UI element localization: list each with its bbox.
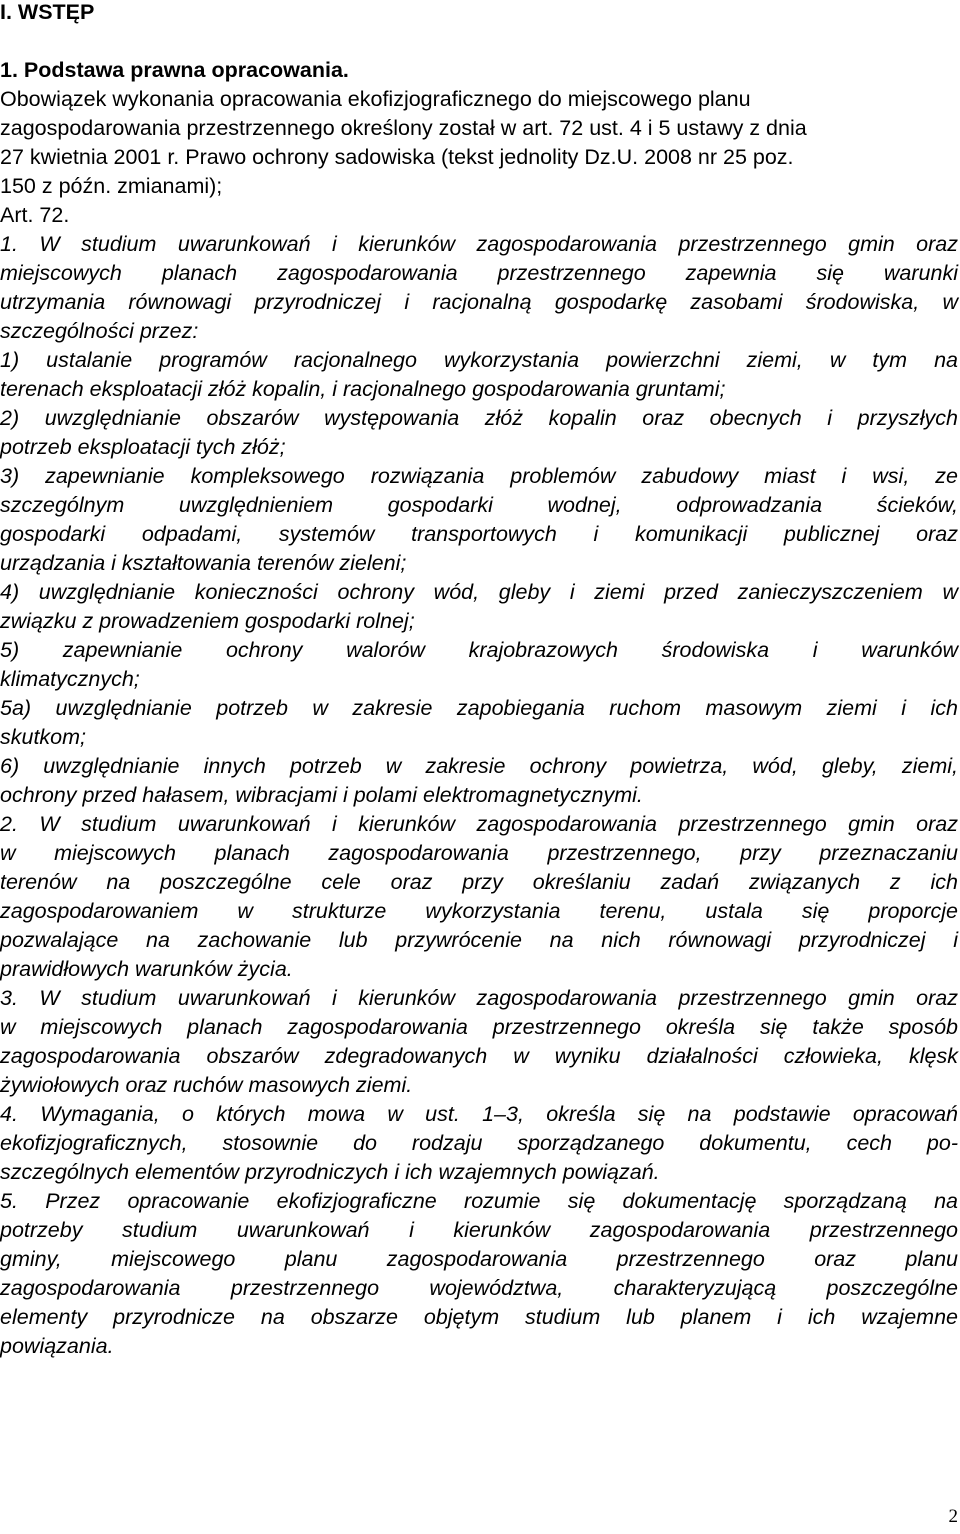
- article-line: 1. W studium uwarunkowań i kierunków zagospodarowania przestrzennego gmin oraz: [0, 232, 958, 256]
- article-line: elementy przyrodnicze na obszarze objętym studium lub planem i ich wzajemne: [0, 1305, 958, 1329]
- article-line: zagospodarowania obszarów zdegradowanych w wyniku działalności człowieka, klęsk: [0, 1044, 958, 1068]
- article-line: 4. Wymagania, o których mowa w ust. 1–3, określa się na podstawie opracowań: [0, 1102, 958, 1126]
- article-line: 5) zapewnianie ochrony walorów krajobrazowych środowiska i warunków: [0, 638, 958, 662]
- article-line: żywiołowych oraz ruchów masowych ziemi.: [0, 1073, 413, 1097]
- article-line: 1) ustalanie programów racjonalnego wykorzystania powierzchni ziemi, w tym na: [0, 348, 958, 372]
- article-line: 3. W studium uwarunkowań i kierunków zagospodarowania przestrzennego gmin oraz: [0, 986, 958, 1010]
- article-line: 4) uwzględnianie konieczności ochrony wód, gleby i ziemi przed zanieczyszczeniem w: [0, 580, 958, 604]
- article-line: 5. Przez opracowanie ekofizjograficzne rozumie się dokumentację sporządzaną na: [0, 1189, 958, 1213]
- article-line: związku z prowadzeniem gospodarki rolnej;: [0, 609, 415, 633]
- article-line: skutkom;: [0, 725, 87, 749]
- article-line: gminy, miejscowego planu zagospodarowania przestrzennego oraz planu: [0, 1247, 958, 1271]
- article-line: potrzeb eksploatacji tych złóż;: [0, 435, 286, 459]
- article-label: Art. 72.: [0, 203, 70, 227]
- article-line: 2. W studium uwarunkowań i kierunków zagospodarowania przestrzennego gmin oraz: [0, 812, 958, 836]
- article-line: 5a) uwzględnianie potrzeb w zakresie zapobiegania ruchom masowym ziemi i ich: [0, 696, 958, 720]
- article-line: 6) uwzględnianie innych potrzeb w zakresie ochrony powietrza, wód, gleby, ziemi,: [0, 754, 958, 778]
- article-line: 3) zapewnianie kompleksowego rozwiązania problemów zabudowy miast i wsi, ze: [0, 464, 958, 488]
- article-line: potrzeby studium uwarunkowań i kierunków zagospodarowania przestrzennego: [0, 1218, 958, 1242]
- intro-line: Obowiązek wykonania opracowania ekofizjograficznego do miejscowego planu: [0, 87, 751, 111]
- article-line: 2) uwzględnianie obszarów występowania złóż kopalin oraz obecnych i przyszłych: [0, 406, 958, 430]
- article-line: terenach eksploatacji złóż kopalin, i racjonalnego gospodarowania gruntami;: [0, 377, 726, 401]
- article-line: ekofizjograficznych, stosownie do rodzaju sporządzanego dokumentu, cech po-: [0, 1131, 958, 1155]
- intro-line: 150 z późn. zmianami);: [0, 174, 223, 198]
- article-line: gospodarki odpadami, systemów transportowych i komunikacji publicznej oraz: [0, 522, 958, 546]
- article-line: w miejscowych planach zagospodarowania przestrzennego określa się także sposób: [0, 1015, 958, 1039]
- article-line: klimatycznych;: [0, 667, 140, 691]
- article-line: zagospodarowania przestrzennego województwa, charakteryzującą poszczególne: [0, 1276, 958, 1300]
- article-line: ochrony przed hałasem, wibracjami i polami elektromagnetycznymi.: [0, 783, 643, 807]
- article-line: szczególnych elementów przyrodniczych i ich wzajemnych powiązań.: [0, 1160, 660, 1184]
- article-line: urządzania i kształtowania terenów zieleni;: [0, 551, 407, 575]
- subsection-heading: 1. Podstawa prawna opracowania.: [0, 58, 349, 82]
- intro-line: 27 kwietnia 2001 r. Prawo ochrony sadowiska (tekst jednolity Dz.U. 2008 nr 25 poz.: [0, 145, 794, 169]
- article-line: powiązania.: [0, 1334, 114, 1358]
- article-line: szczególności przez:: [0, 319, 199, 343]
- article-line: miejscowych planach zagospodarowania przestrzennego zapewnia się warunki: [0, 261, 958, 285]
- article-line: w miejscowych planach zagospodarowania przestrzennego, przy przeznaczaniu: [0, 841, 958, 865]
- article-line: terenów na poszczególne cele oraz przy określaniu zadań związanych z ich: [0, 870, 958, 894]
- article-line: utrzymania równowagi przyrodniczej i racjonalną gospodarkę zasobami środowiska, w: [0, 290, 958, 314]
- article-line: prawidłowych warunków życia.: [0, 957, 293, 981]
- article-line: pozwalające na zachowanie lub przywrócenie na nich równowagi przyrodniczej i: [0, 928, 958, 952]
- article-line: szczególnym uwzględnieniem gospodarki wodnej, odprowadzania ścieków,: [0, 493, 958, 517]
- section-heading: I. WSTĘP: [0, 0, 95, 24]
- article-line: zagospodarowaniem w strukturze wykorzystania terenu, ustala się proporcje: [0, 899, 958, 923]
- intro-line: zagospodarowania przestrzennego określony został w art. 72 ust. 4 i 5 ustawy z dnia: [0, 116, 807, 140]
- page-number: 2: [948, 1506, 958, 1527]
